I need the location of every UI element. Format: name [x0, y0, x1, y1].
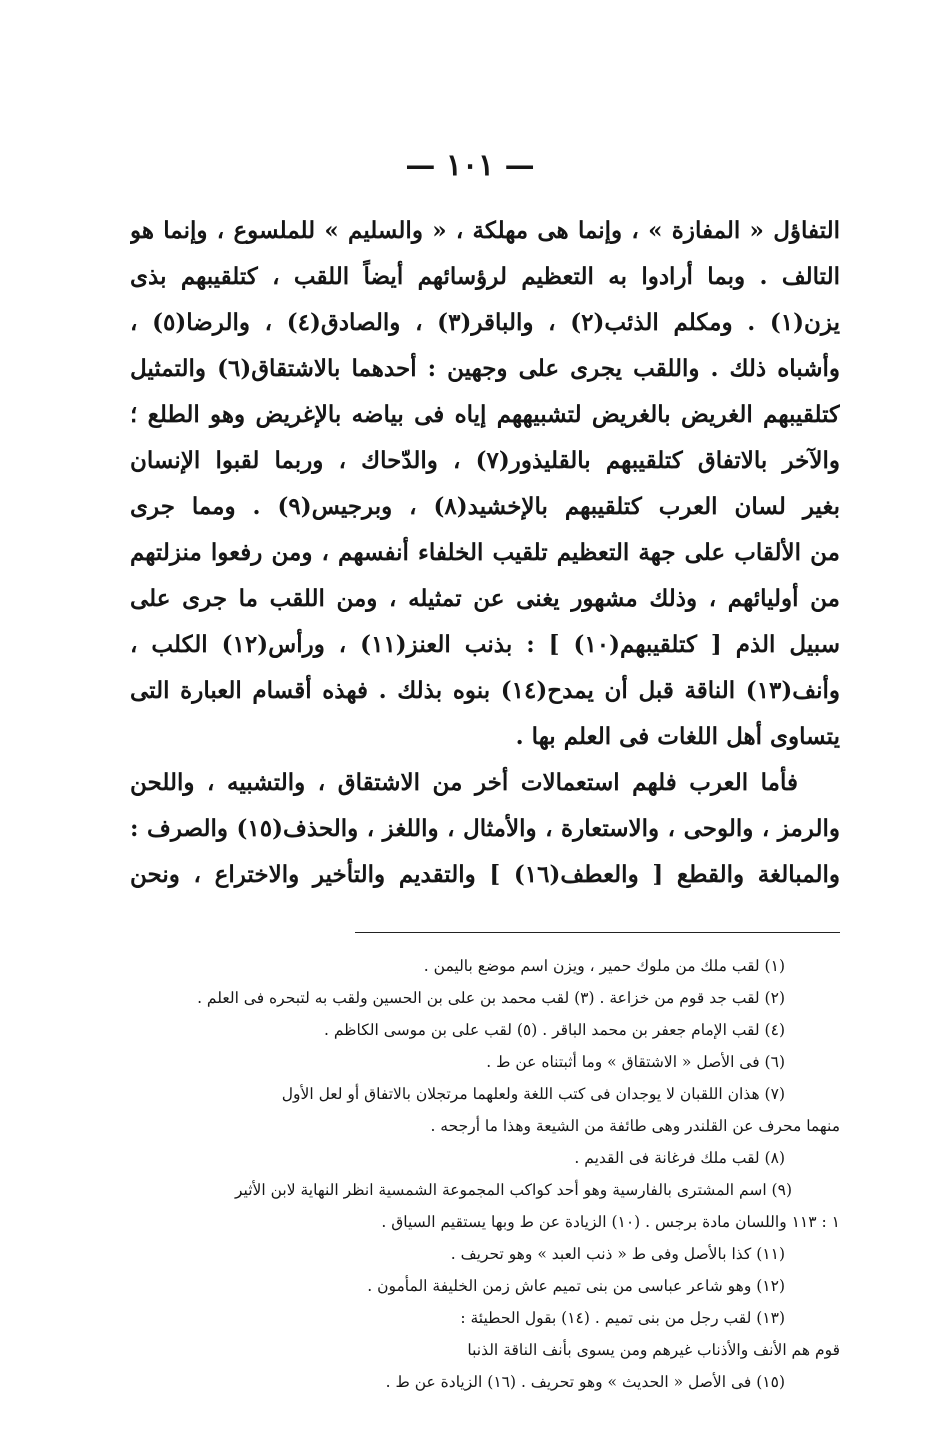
text-line: وأنف(١٣) الناقة قبل أن يمدح(١٤) بنوه بذلك . فهذه أقسام العبارة التى — [130, 677, 840, 704]
footnote: (٢) لقب جد قوم من خزاعة . (٣) لقب محمد بن على بن الحسين ولقب به لتبحره فى العلم . — [197, 989, 785, 1007]
text-line: التفاؤل « المفازة » ، وإنما هى مهلكة ، « والسليم » للملسوع ، وإنما هو — [130, 217, 840, 244]
text-line: والآخر بالاتفاق كتلقيبهم بالقليذور(٧) ، والدّحاك ، وربما لقبوا الإنسان — [130, 447, 840, 474]
footnote: (١٢) وهو شاعر عباسى من بنى تميم عاش زمن الخليفة المأمون . — [367, 1277, 785, 1295]
text-line: بغير لسان العرب كتلقيبهم بالإخشيد(٨) ، وبرجيس(٩) . ومما جرى — [130, 493, 840, 520]
footnote: (١٥) فى الأصل « الحديث » وهو تحريف . (١٦) الزيادة عن ط . — [385, 1373, 785, 1391]
footnote: (١) لقب ملك من ملوك حمير ، ويزن اسم موضع باليمن . — [423, 957, 785, 975]
footnote: (١٣) لقب رجل من بنى تميم . (١٤) بقول الحطيئة : — [460, 1309, 785, 1327]
text-line: وأشباه ذلك . واللقب يجرى على وجهين : أحدهما بالاشتقاق(٦) والتمثيل — [130, 355, 840, 382]
footnote: (٤) لقب الإمام جعفر بن محمد الباقر . (٥) لقب على بن موسى الكاظم . — [324, 1021, 785, 1039]
text-line: سبيل الذم [ كتلقيبهم(١٠) ] : بذنب العنز(١١) ، ورأس(١٢) الكلب ، — [130, 631, 840, 658]
footnote: (٧) هذان اللقبان لا يوجدان فى كتب اللغة ولعلهما مرتجلان بالاتفاق أو لعل الأول — [281, 1085, 785, 1103]
page-number: — ١٠١ — — [405, 148, 535, 183]
text-line: والمبالغة والقطع [ والعطف(١٦) ] والتقديم والتأخير والاختراع ، ونحن — [130, 861, 840, 888]
footnote: (١١) كذا بالأصل وفى ط « ذنب العبد » وهو تحريف . — [450, 1245, 785, 1263]
main-text-block — [130, 208, 840, 898]
paragraph-end-line: يتساوى أهل اللغات فى العلم بها . — [515, 723, 840, 750]
text-line: التالف . وبما أرادوا به التعظيم لرؤسائهم أيضاً اللقب ، كتلقيبهم بذى — [130, 263, 840, 290]
footnote: (٨) لقب ملك فرغانة فى القديم . — [574, 1149, 785, 1167]
footnote-verse: قوم هم الأنف والأذناب غيرهم ومن يسوى بأنف الناقة الذنبا — [467, 1341, 840, 1359]
text-line: كتلقيبهم الغريض بالغريض لتشبيههم إياه فى بياضه بالإغريض وهو الطلع ؛ — [130, 401, 840, 428]
text-line: يزن(١) . ومكلم الذئب(٢) ، والباقر(٣) ، والصادق(٤) ، والرضا(٥) ، — [130, 309, 840, 336]
paragraph-start-line: فأما العرب فلهم استعمالات أخر من الاشتقاق ، والتشبيه ، واللحن — [130, 769, 798, 796]
text-line: من أوليائهم ، وذلك مشهور يغنى عن تمثيله ، ومن اللقب ما جرى على — [130, 585, 840, 612]
footnote-continuation: ١ : ١١٣ واللسان مادة برجس . (١٠) الزيادة عن ط وبها يستقيم السياق . — [381, 1213, 840, 1231]
footnotes-block — [140, 950, 840, 1398]
footnote-continuation: منهما محرف عن القلندر وهى طائفة من الشيعة وهذا ما أرجحه . — [430, 1117, 840, 1135]
text-line: من الألقاب على جهة التعظيم تلقيب الخلفاء أنفسهم ، ومن رفعوا منزلتهم — [130, 539, 840, 566]
footnote: (٦) فى الأصل « الاشتقاق » وما أثبتناه عن ط . — [486, 1053, 785, 1071]
footnote: (٩) اسم المشترى بالفارسية وهو أحد كواكب المجموعة الشمسية انظر النهاية لابن الأثير — [235, 1181, 792, 1199]
footnote-separator — [355, 932, 840, 933]
text-line: والرمز ، والوحى ، والاستعارة ، والأمثال ، واللغز ، والحذف(١٥) والصرف : — [130, 815, 840, 842]
